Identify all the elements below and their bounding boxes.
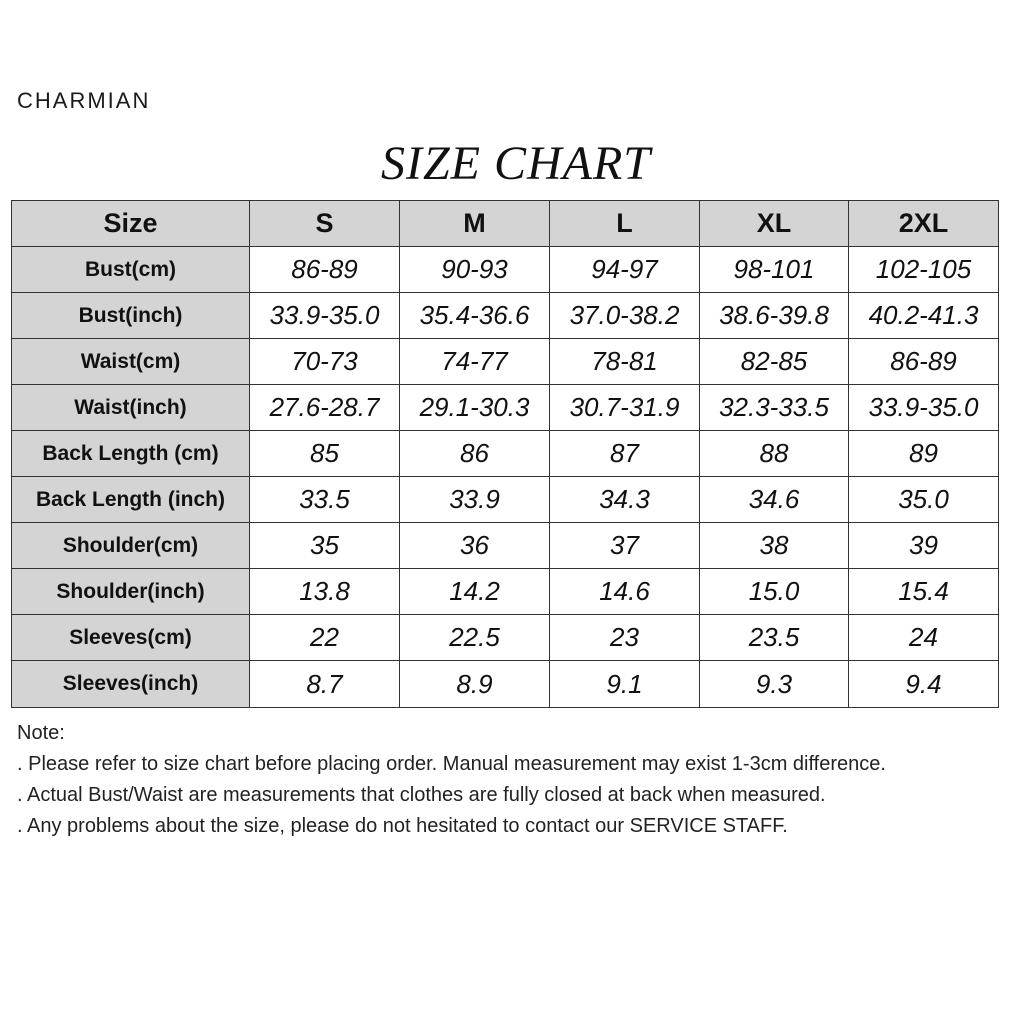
table-cell: 98-101 bbox=[700, 247, 849, 293]
table-cell: 85 bbox=[250, 431, 400, 477]
table-cell: 30.7-31.9 bbox=[550, 385, 700, 431]
table-row bbox=[12, 569, 999, 615]
table-cell: 9.1 bbox=[550, 661, 700, 708]
table-cell: 9.4 bbox=[849, 661, 999, 708]
table-cell: 74-77 bbox=[400, 339, 550, 385]
table-cell: 27.6-28.7 bbox=[250, 385, 400, 431]
table-cell: 15.4 bbox=[849, 569, 999, 615]
table-cell: 23.5 bbox=[700, 615, 849, 661]
table-cell: 22 bbox=[250, 615, 400, 661]
table-cell: 36 bbox=[400, 523, 550, 569]
header-cell-size: Size bbox=[12, 201, 250, 247]
table-cell: 33.9-35.0 bbox=[250, 293, 400, 339]
table-row bbox=[12, 523, 999, 569]
notes-heading: Note: bbox=[17, 722, 65, 744]
table-cell: 9.3 bbox=[700, 661, 849, 708]
table-cell: 8.9 bbox=[400, 661, 550, 708]
brand-logo-text: CHARMIAN bbox=[17, 88, 151, 113]
table-cell: 33.5 bbox=[250, 477, 400, 523]
table-cell: 82-85 bbox=[700, 339, 849, 385]
table-cell: 33.9-35.0 bbox=[849, 385, 999, 431]
note-item: . Actual Bust/Waist are measurements that clothes are fully closed at back when measured. bbox=[17, 784, 826, 806]
page-title: SIZE CHART bbox=[380, 137, 651, 190]
table-cell: 35.4-36.6 bbox=[400, 293, 550, 339]
table-cell: 13.8 bbox=[250, 569, 400, 615]
table-cell: 24 bbox=[849, 615, 999, 661]
row-label: Back Length (inch) bbox=[12, 477, 250, 523]
row-label: Back Length (cm) bbox=[12, 431, 250, 477]
table-row bbox=[12, 615, 999, 661]
table-cell: 29.1-30.3 bbox=[400, 385, 550, 431]
size-table bbox=[11, 200, 999, 708]
table-cell: 34.6 bbox=[700, 477, 849, 523]
table-cell: 32.3-33.5 bbox=[700, 385, 849, 431]
notes-section bbox=[17, 718, 977, 842]
table-cell: 86 bbox=[400, 431, 550, 477]
table-cell: 86-89 bbox=[250, 247, 400, 293]
table-cell: 34.3 bbox=[550, 477, 700, 523]
table-cell: 35.0 bbox=[849, 477, 999, 523]
table-cell: 14.2 bbox=[400, 569, 550, 615]
table-row bbox=[12, 661, 999, 708]
table-cell: 70-73 bbox=[250, 339, 400, 385]
header-cell-2xl: 2XL bbox=[849, 201, 999, 247]
row-label: Sleeves(cm) bbox=[12, 615, 250, 661]
row-label: Shoulder(inch) bbox=[12, 569, 250, 615]
table-cell: 22.5 bbox=[400, 615, 550, 661]
table-cell: 90-93 bbox=[400, 247, 550, 293]
row-label: Sleeves(inch) bbox=[12, 661, 250, 708]
table-row bbox=[12, 431, 999, 477]
table-row bbox=[12, 477, 999, 523]
row-label: Shoulder(cm) bbox=[12, 523, 250, 569]
table-cell: 8.7 bbox=[250, 661, 400, 708]
table-row bbox=[12, 247, 999, 293]
table-cell: 78-81 bbox=[550, 339, 700, 385]
row-label: Bust(cm) bbox=[12, 247, 250, 293]
table-cell: 86-89 bbox=[849, 339, 999, 385]
row-label: Bust(inch) bbox=[12, 293, 250, 339]
table-cell: 23 bbox=[550, 615, 700, 661]
table-header-row bbox=[12, 201, 999, 247]
table-row bbox=[12, 339, 999, 385]
table-cell: 15.0 bbox=[700, 569, 849, 615]
table-cell: 94-97 bbox=[550, 247, 700, 293]
table-cell: 37.0-38.2 bbox=[550, 293, 700, 339]
table-cell: 14.6 bbox=[550, 569, 700, 615]
table-cell: 88 bbox=[700, 431, 849, 477]
header-cell-l: L bbox=[550, 201, 700, 247]
table-cell: 39 bbox=[849, 523, 999, 569]
header-cell-xl: XL bbox=[700, 201, 849, 247]
table-cell: 37 bbox=[550, 523, 700, 569]
table-cell: 102-105 bbox=[849, 247, 999, 293]
table-cell: 89 bbox=[849, 431, 999, 477]
note-item: . Please refer to size chart before placing order. Manual measurement may exist 1-3cm difference. bbox=[17, 753, 886, 775]
table-cell: 35 bbox=[250, 523, 400, 569]
table-cell: 87 bbox=[550, 431, 700, 477]
row-label: Waist(inch) bbox=[12, 385, 250, 431]
table-cell: 40.2-41.3 bbox=[849, 293, 999, 339]
row-label: Waist(cm) bbox=[12, 339, 250, 385]
table-row bbox=[12, 293, 999, 339]
table-cell: 33.9 bbox=[400, 477, 550, 523]
header-cell-s: S bbox=[250, 201, 400, 247]
table-cell: 38.6-39.8 bbox=[700, 293, 849, 339]
header-cell-m: M bbox=[400, 201, 550, 247]
table-row bbox=[12, 385, 999, 431]
table-cell: 38 bbox=[700, 523, 849, 569]
note-item: . Any problems about the size, please do not hesitated to contact our SERVICE STAFF. bbox=[17, 815, 788, 837]
